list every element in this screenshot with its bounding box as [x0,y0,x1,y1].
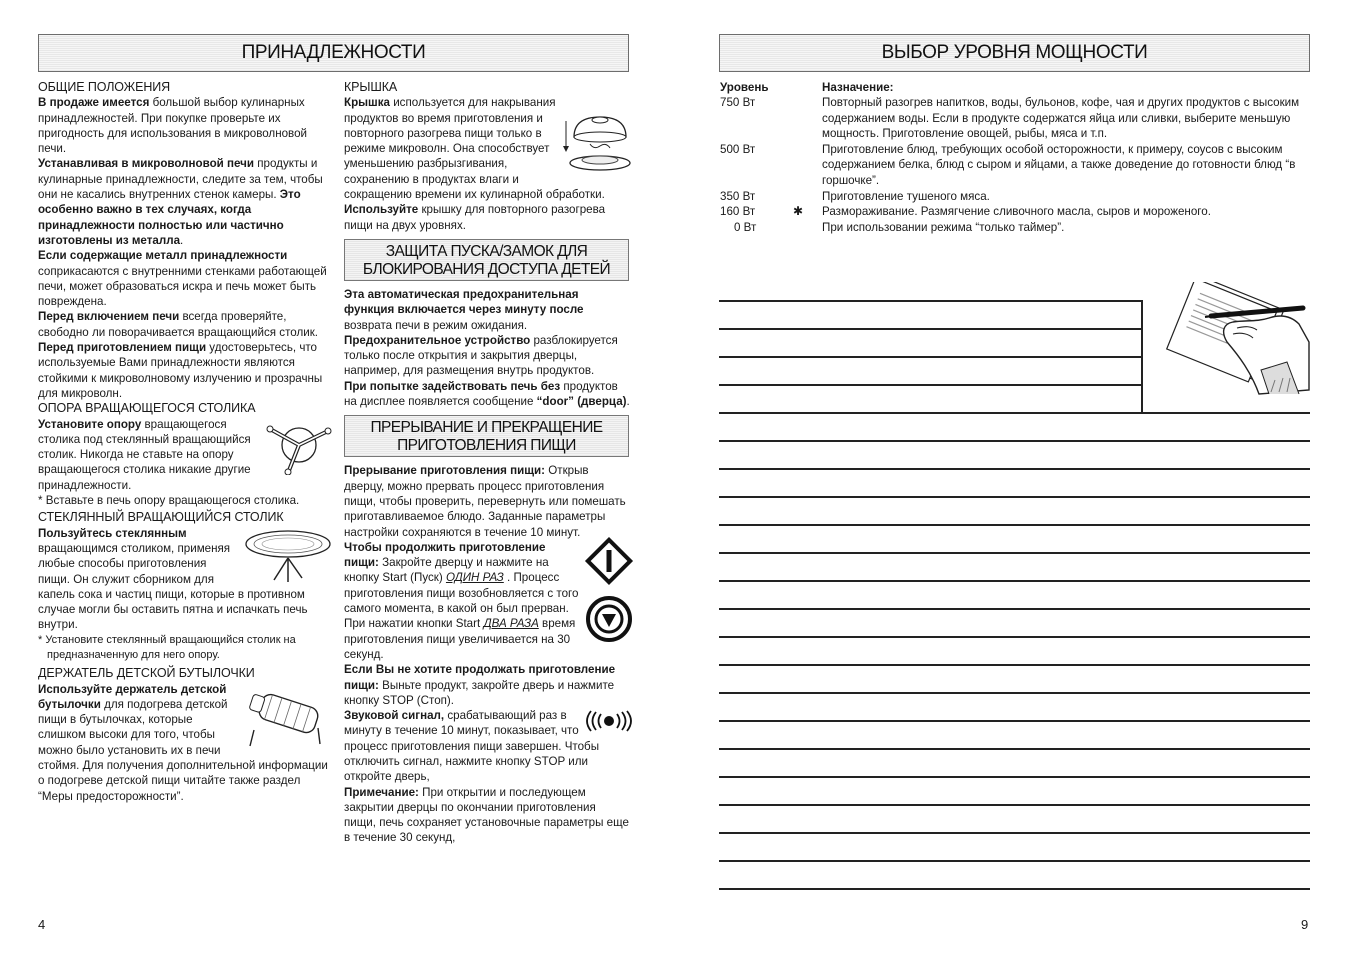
note-line [719,636,1310,638]
bottle-heading: ДЕРЖАТЕЛЬ ДЕТСКОЙ БУТЫЛОЧКИ [38,666,255,681]
note-line [719,748,1310,750]
power-table-header [720,80,1312,95]
general-heading: ОБЩИЕ ПОЛОЖЕНИЯ [38,80,171,94]
microwave-cover-icon [560,109,634,173]
bottle-paragraph: Используйте держатель детской бутылочки для подогрева детской пищи в бутылочках, которые слишком высоки для того, чтобы можно было установить их в печи стоймя. Для получения дополнительной информации о подогреве детской пищи читайте также раздел “Меры предосторожности”. [38,682,328,804]
note-line [719,832,1310,834]
note-line [719,468,1310,470]
general-paragraph-2: Устанавливая в микроволновой печи продукты и кулинарные принадлежности, следите за тем, чтобы они не касались внутренних стенок камеры. Это особенно важно в тех случаях, когда принадлежности полностью или частично изготовлены из металла. [38,157,323,247]
general-paragraph-1: В продаже имеется большой выбор кулинарных принадлежностей. При покупке проверьте их пригодность для использования в микроволновой печи. [38,96,308,156]
note-line [719,356,1141,358]
continue-paragraph: Чтобы продолжить приготовление пищи: Закройте дверцу и нажмите на кнопку Start (Пуск) ОДИН РАЗ . Процесс приготовления пищи возобновляется с того самого момента, в какой он был прерван. При нажатии кнопки Start ДВА РАЗА время приготовления пищи увеличивается на 30 секунд. [344,540,630,662]
left-column-1 [38,80,328,804]
support-heading: ОПОРА ВРАЩАЮЩЕГОСЯ СТОЛИКА [38,401,256,416]
note-line [719,300,1141,302]
writing-hand-illustration [1141,282,1311,412]
note-line [719,692,1310,694]
note-line [719,496,1310,498]
interrupt-paragraph: Прерывание приготовления пищи: Открыв дверцу, можно прервать процесс приготовления пищи, чтобы проверить, перевернуть или помешать приготавливаемое блюдо. Заданные параметры настройки сохраняются в течение 10 минут. [344,464,626,539]
cover-heading: КРЫШКА [344,80,398,94]
note-line [719,608,1310,610]
glass-paragraph: Пользуйтесь стеклянным вращающимся столиком, применяя любые способы приготовления пищи. Он служит сборником для капель сока и частиц пищи, которые в противном случае могли бы оставить пятна и испачкать печь внутри. [38,526,328,633]
interrupt-heading: ПРЕРЫВАНИЕ И ПРЕКРАЩЕНИЕ ПРИГОТОВЛЕНИЯ ПИЩИ [344,415,629,457]
power-row [720,220,1312,235]
power-purpose: Размораживание. Размягчение сливочного масла, сыров и мороженого. [822,205,1211,219]
right-page-title: ВЫБОР УРОВНЯ МОЩНОСТИ [719,34,1310,72]
left-page-number: 4 [38,917,46,932]
lock-paragraph-1: Эта автоматическая предохранительная функция включается через минуту после возврата печи в режим ожидания. [344,287,584,332]
snowflake-icon: ✱ [793,204,804,219]
power-purpose: Приготовление тушеного мяса. [822,190,990,204]
power-level: 500 Вт [720,143,756,157]
lock-paragraph-2: Предохранительное устройство разблокируется только после открытия и закрытия дверцы, например, для размещения внутрь продуктов. [344,333,618,378]
power-level: 350 Вт [720,190,756,204]
glass-turntable-icon [244,528,332,584]
sound-signal-icon [584,710,634,732]
note-line [719,664,1310,666]
note-line [719,776,1310,778]
note-line [719,860,1310,862]
turntable-support-icon [266,419,332,475]
note-paragraph: Примечание: При открытии и последующем закрытии дверцы по окончании приготовления пищи, печь сохраняет установочные параметры еще в течение 30 секунд, [344,785,629,845]
note-line [719,580,1310,582]
support-note: * Вставьте в печь опору вращающегося столика. [38,494,300,508]
cover-paragraph: Крышка используется для накрывания продуктов во время приготовления и повторного разогрева пищи только в режиме микроволн. Она способствует уменьшению разбрызгивания, сохранению в продуктах влаги и сокращению времени их кулинарной обработки. Используйте крышку для повторного разогрева пищи на двух уровнях. [344,95,630,233]
purpose-column-header: Назначение: [822,81,894,94]
note-line [719,440,1310,442]
level-column-header: Уровень [720,81,769,94]
power-purpose: Приготовление блюд, требующих особой осторожности, к примеру, соусов с высоким содержанием белка, блюд с сыром и яйцами, а также доведение до готовности блюд “в горшочке”. [822,143,1296,187]
note-line [719,412,1310,414]
note-line [719,524,1310,526]
glass-heading: СТЕКЛЯННЫЙ ВРАЩАЮЩИЙСЯ СТОЛИК [38,510,284,525]
bottle-holder-icon [240,686,332,750]
support-paragraph: Установите опору вращающегося столика под стеклянный вращающийся столик. Никогда не ставьте на опору вращающегося столика никакие другие принадлежности. [38,417,328,493]
power-level: 0 Вт [734,220,757,234]
glass-note: * Установите стеклянный вращающийся столик на предназначенную для него опору. [38,633,296,661]
power-level: 160 Вт [720,205,756,219]
note-line [719,384,1141,386]
lock-paragraph-3: При попытке задействовать печь без продуктов на дисплее появляется сообщение “door” (дверца). [344,379,630,409]
child-lock-heading: ЗАЩИТА ПУСКА/ЗАМОК ДЛЯ БЛОКИРОВАНИЯ ДОСТУПА ДЕТЕЙ [344,239,629,281]
power-row [720,189,1312,204]
note-line [719,804,1310,806]
left-page-title: ПРИНАДЛЕЖНОСТИ [38,34,629,72]
stop-paragraph: Если Вы не хотите продолжать приготовление пищи: Выньте продукт, закройте дверь и нажмите кнопку STOP (Стоп). [344,663,616,707]
general-paragraph-4: Перед включением печи всегда проверяйте, свободно ли поворачивается вращающийся столик. [38,310,319,339]
stop-button-icon [584,594,634,644]
general-paragraph-3: Если содержащие металл принадлежности соприкасаются с внутренними стенками работающей печи, может образоваться искра и печь может быть повреждена. [38,249,327,309]
start-button-icon [584,536,634,586]
note-line [719,720,1310,722]
note-line [719,552,1310,554]
power-level: 750 Вт [720,96,756,110]
note-line [719,328,1141,330]
power-row [720,95,1312,142]
power-row [720,204,1312,219]
right-page-number: 9 [1301,917,1309,932]
power-level-table [720,80,1312,235]
left-column-2 [344,80,630,846]
power-purpose: При использовании режима “только таймер”. [822,220,1065,234]
note-line [719,888,1310,890]
beep-paragraph: Звуковой сигнал, срабатывающий раз в минуту в течение 10 минут, показывает, что процесс приготовления пищи завершен. Чтобы отключить сигнал, нажмите кнопку STOP или откройте дверь, [344,708,630,784]
power-purpose: Повторный разогрев напитков, воды, бульонов, кофе, чая и других продуктов с высоким содержанием воды. Если в продукте содержатся яйца или сливки, выберите меньшую мощность. Приготовление овощей, рыбы, мяса и т.п. [822,96,1300,140]
general-paragraph-5: Перед приготовлением пищи удостоверьтесь, что используемые Вами принадлежности являются стойкими к микроволновому излучению и прозрачны для микроволн. [38,341,323,400]
power-row [720,142,1312,189]
